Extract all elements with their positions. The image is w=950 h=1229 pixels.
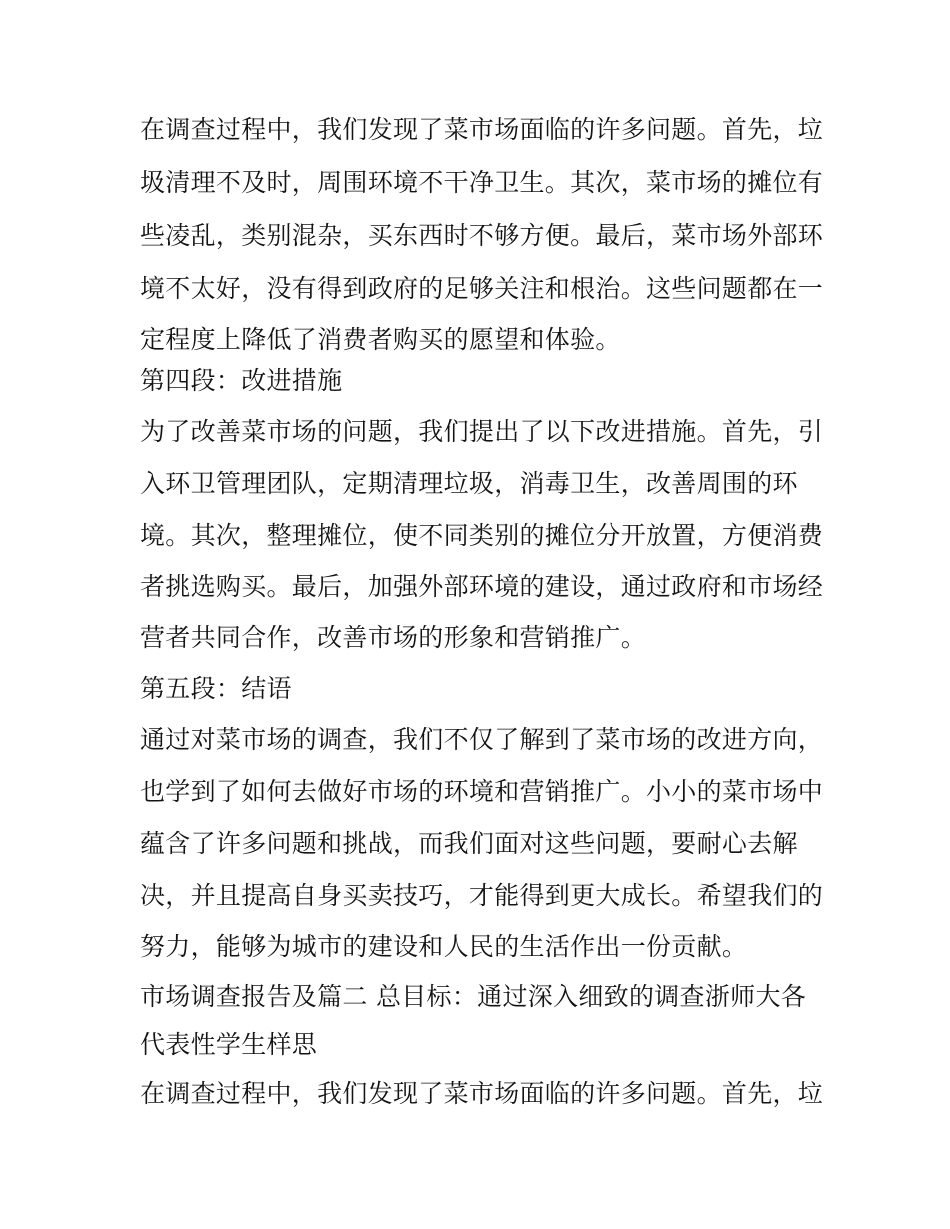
paragraph-line: 在调查过程中，我们发现了菜市场面临的许多问题。首先，垃 [140, 1079, 824, 1108]
paragraph-line: 通过对菜市场的调查，我们不仅了解到了菜市场的改进方向， [140, 725, 824, 754]
paragraph-line: 境不太好，没有得到政府的足够关注和根治。这些问题都在一 [140, 274, 824, 303]
paragraph-line: 决，并且提高自身买卖技巧，才能得到更大成长。希望我们的 [140, 881, 824, 910]
paragraph-line: 在调查过程中，我们发现了菜市场面临的许多问题。首先，垃 [140, 115, 824, 144]
paragraph-line: 蕴含了许多问题和挑战，而我们面对这些问题，要耐心去解 [140, 829, 798, 858]
paragraph-line: 营者共同合作，改善市场的形象和营销推广。 [140, 623, 647, 652]
paragraph-line: 圾清理不及时，周围环境不干净卫生。其次，菜市场的摊位有 [140, 168, 824, 197]
paragraph-line: 努力，能够为城市的建设和人民的生活作出一份贡献。 [140, 932, 748, 961]
paragraph-line: 些凌乱，类别混杂，买东西时不够方便。最后，菜市场外部环 [140, 221, 824, 250]
paragraph-line: 者挑选购买。最后，加强外部环境的建设，通过政府和市场经 [140, 572, 824, 601]
section-heading: 第五段：结语 [140, 674, 292, 703]
section-heading: 市场调查报告及篇二 总目标：通过深入细致的调查浙师大各 [140, 982, 807, 1011]
paragraph-line: 境。其次，整理摊位，使不同类别的摊位分开放置，方便消费 [140, 521, 824, 550]
paragraph-line: 定程度上降低了消费者购买的愿望和体验。 [140, 325, 621, 354]
paragraph-line: 为了改善菜市场的问题，我们提出了以下改进措施。首先，引 [140, 417, 824, 446]
paragraph-line: 也学到了如何去做好市场的环境和营销推广。小小的菜市场中 [140, 777, 824, 806]
section-heading: 第四段：改进措施 [140, 366, 343, 395]
paragraph-line: 入环卫管理团队，定期清理垃圾，消毒卫生，改善周围的环 [140, 469, 798, 498]
section-heading: 代表性学生样思 [140, 1030, 318, 1059]
